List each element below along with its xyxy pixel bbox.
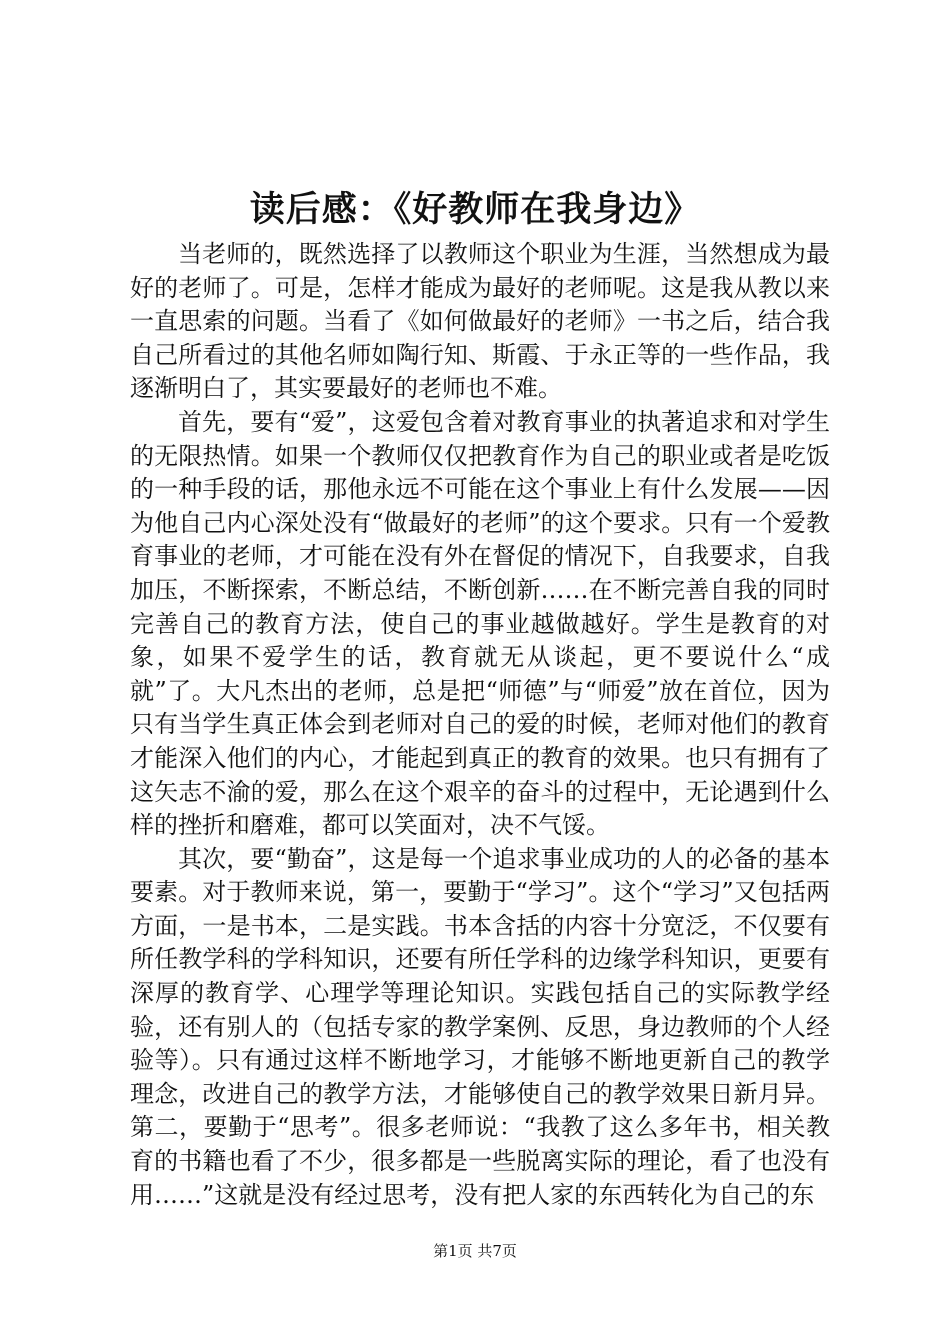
page-number-footer: 第1页 共7页 bbox=[433, 1242, 517, 1260]
paragraph-1: 当老师的，既然选择了以教师这个职业为生涯，当然想成为最好的老师了。可是，怎样才能成为最好的老师呢。这是我从教以来一直思索的问题。当看了《如何做最好的老师》一书之后，结合我自己所看过的其他名师如陶行知、斯霞、于永正等的一些作品，我逐渐明白了，其实要最好的老师也不难。 bbox=[130, 240, 830, 403]
document-body bbox=[130, 238, 830, 1212]
paragraph-2: 首先，要有“爱”，这爱包含着对教育事业的执著追求和对学生的无限热情。如果一个教师仅仅把教育作为自己的职业或者是吃饭的一种手段的话，那他永远不可能在这个事业上有什么发展——因为他自己内心深处没有“做最好的老师”的这个要求。只有一个爱教育事业的老师，才可能在没有外在督促的情况下，自我要求，自我加压，不断探索，不断总结，不断创新……在不断完善自我的同时完善自己的教育方法，使自己的事业越做越好。学生是教育的对象，如果不爱学生的话，教育就无从谈起，更不要说什么“成就”了。大凡杰出的老师，总是把“师德”与“师爱”放在首位，因为只有当学生真正体会到老师对自己的爱的时候，老师对他们的教育才能深入他们的内心，才能起到真正的教育的效果。也只有拥有了这矢志不渝的爱，那么在这个艰辛的奋斗的过程中，无论遇到什么样的挫折和磨难，都可以笑面对，决不气馁。 bbox=[130, 407, 830, 840]
document-title: 读后感：《好教师在我身边》 bbox=[249, 189, 701, 230]
paragraph-3: 其次，要“勤奋”，这是每一个追求事业成功的人的必备的基本要素。对于教师来说，第一，要勤于“学习”。这个“学习”又包括两方面，一是书本，二是实践。书本含括的内容十分宽泛，不仅要有所任教学科的学科知识，还要有所任学科的边缘学科知识，更要有深厚的教育学、心理学等理论知识。实践包括自己的实际教学经验，还有别人的（包括专家的教学案例、反思，身边教师的个人经验等）。只有通过这样不断地学习，才能够不断地更新自己的教学理念，改进自己的教学方法，才能够使自己的教学效果日新月异。第二，要勤于“思考”。很多老师说：“我教了这么多年书，相关教育的书籍也看了不少，很多都是一些脱离实际的理论，看了也没有用……”这就是没有经过思考，没有把人家的东西转化为自己的东 bbox=[130, 844, 830, 1209]
